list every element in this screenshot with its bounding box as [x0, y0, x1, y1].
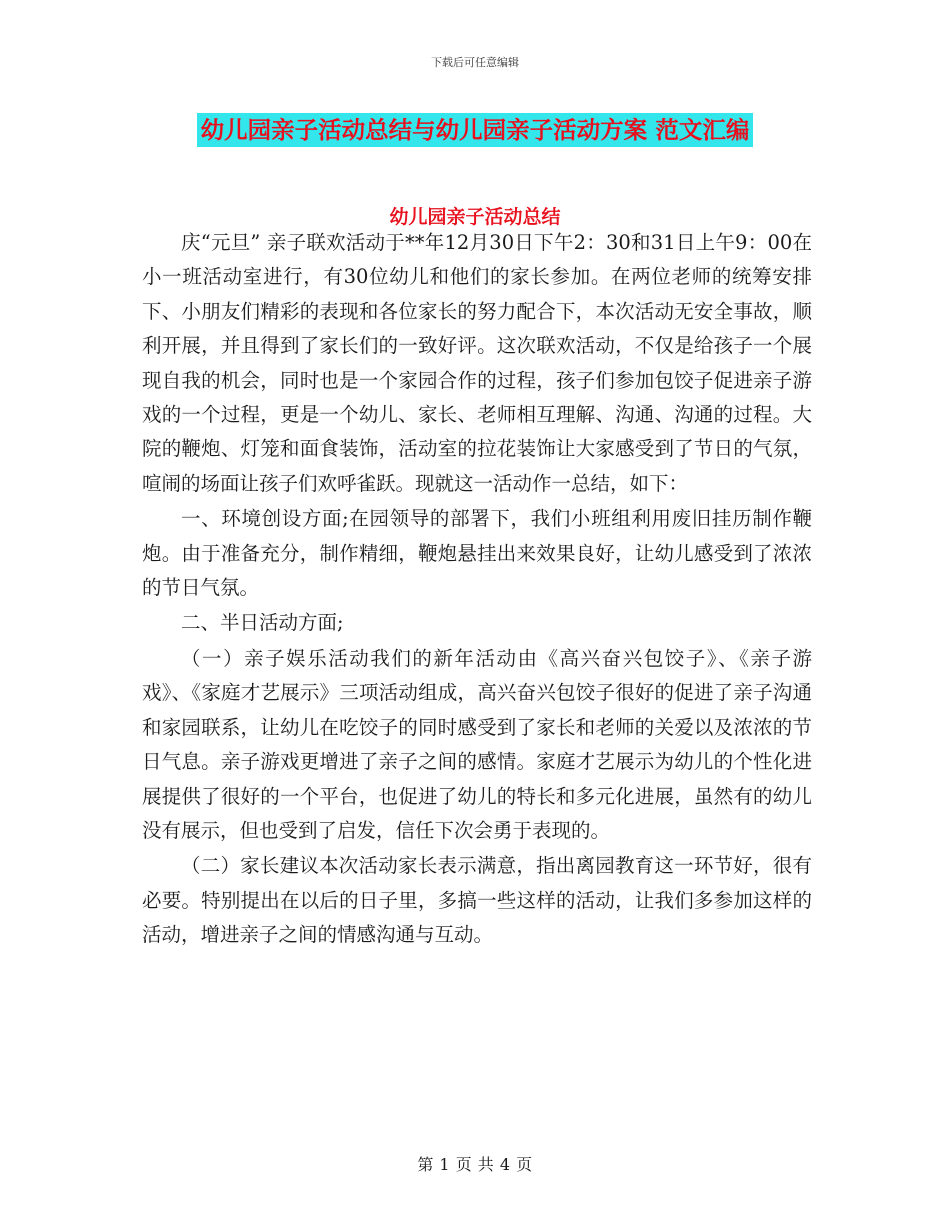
paragraph-parent-suggestions: （二）家长建议本次活动家长表示满意，指出离园教育这一环节好，很有必要。特别提出在以后的日子里，多搞一些这样的活动，让我们多参加这样的活动，增进亲子之间的情感沟通与互动。 — [142, 854, 812, 947]
paragraph-parent-child-activity: （一）亲子娱乐活动我们的新年活动由《高兴奋兴包饺子》、《亲子游戏》、《家庭才艺展示》三项活动组成，高兴奋兴包饺子很好的促进了亲子沟通和家园联系，让幼儿在吃饺子的同时感受到了家长和老师的关爱以及浓浓的节日气息。亲子游戏更增进了亲子之间的感情。家庭才艺展示为幼儿的个性化进展提供了很好的一个平台，也促进了幼儿的特长和多元化进展，虽然有的幼儿没有展示，但也受到了启发，信任下次会勇于表现的。 — [142, 646, 812, 842]
document-title-container — [0, 113, 950, 147]
document-body — [142, 226, 812, 953]
section-title: 幼儿园亲子活动总结 — [389, 206, 561, 228]
document-title: 幼儿园亲子活动总结与幼儿园亲子活动方案 范文汇编 — [197, 113, 754, 147]
paragraph-intro: 庆“元旦” 亲子联欢活动于**年12月30日下午2：30和31日上午9：00在小一班活动室进行，有30位幼儿和他们的家长参加。在两位老师的统筹安排下、小朋友们精彩的表现和各位家长的努力配合下，本次活动无安全事故，顺利开展，并且得到了家长们的一致好评。这次联欢活动，不仅是给孩子一个展现自我的机会，同时也是一个家园合作的过程，孩子们参加包饺子促进亲子游戏的一个过程，更是一个幼儿、家长、老师相互理解、沟通、沟通的过程。大院的鞭炮、灯笼和面食装饰，活动室的拉花装饰让大家感受到了节日的气氛，喧闹的场面让孩子们欢呼雀跃。现就这一活动作一总结，如下： — [142, 231, 812, 495]
paragraph-half-day-heading: 二、半日活动方面; — [181, 611, 344, 635]
page-header-note: 下载后可任意编辑 — [431, 56, 519, 69]
paragraph-environment: 一、环境创设方面;在园领导的部署下，我们小班组利用废旧挂历制作鞭炮。由于准备充分，制作精细，鞭炮悬挂出来效果良好，让幼儿感受到了浓浓的节日气氛。 — [142, 507, 812, 600]
page-footer: 第 1 页 共 4 页 — [417, 1155, 533, 1174]
